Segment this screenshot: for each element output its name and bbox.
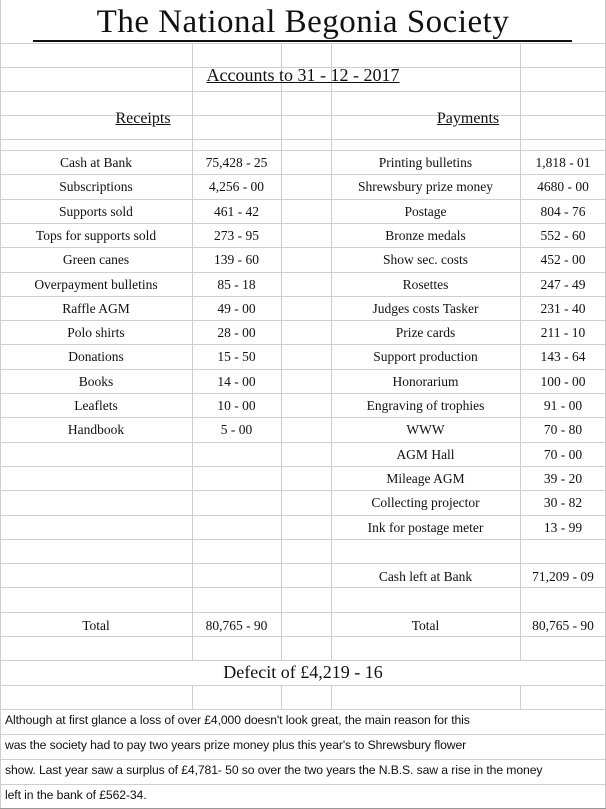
payment-item: Engraving of trophies xyxy=(366,398,485,413)
receipt-item: Books xyxy=(78,373,114,389)
receipt-amount: 139 - 60 xyxy=(214,252,259,268)
payments-header: Payments xyxy=(436,110,500,127)
payment-amount: 30 - 82 xyxy=(543,495,583,511)
receipt-item: Donations xyxy=(68,349,124,365)
cash-left-label: Cash left at Bank xyxy=(378,569,473,584)
payment-item: Printing bulletins xyxy=(378,155,473,170)
payment-item: Show sec. costs xyxy=(382,252,469,268)
payment-item: Mileage AGM xyxy=(386,470,465,486)
receipt-item: Green canes xyxy=(62,252,130,268)
payment-item: AGM Hall xyxy=(396,446,455,462)
payments-total-amount: 80,765 - 90 xyxy=(532,618,594,633)
note-line-2: was the society had to pay two years prize money plus this year's to Shrewsbury flower xyxy=(5,738,467,752)
payment-item: Bronze medals xyxy=(385,227,466,243)
cash-left-amount: 71,209 - 09 xyxy=(532,569,594,584)
payment-item: Prize cards xyxy=(395,325,456,341)
note-line-1: Although at first glance a loss of over £4,000 doesn't look great, the main reason for this xyxy=(5,713,470,727)
receipt-amount: 5 - 00 xyxy=(220,422,253,438)
receipt-amount: 85 - 18 xyxy=(217,276,256,292)
payment-item: Rosettes xyxy=(402,276,449,292)
receipts-total-amount: 80,765 - 90 xyxy=(205,618,268,633)
receipt-item: Supports sold xyxy=(59,203,133,219)
payment-item: Ink for postage meter xyxy=(367,519,484,535)
receipt-item: Raffle AGM xyxy=(62,300,130,316)
society-title: The National Begonia Society xyxy=(96,4,510,40)
receipt-amount: 4,256 - 00 xyxy=(208,179,265,195)
payment-amount: 70 - 80 xyxy=(543,422,583,438)
receipt-amount: 10 - 00 xyxy=(217,398,256,413)
deficit-line: Defecit of £4,219 - 16 xyxy=(223,662,383,682)
payment-item: Collecting projector xyxy=(371,495,480,511)
receipt-item: Tops for supports sold xyxy=(35,227,157,243)
receipt-amount: 49 - 00 xyxy=(217,300,256,316)
receipt-amount: 28 - 00 xyxy=(217,325,256,341)
payment-amount: 4680 - 00 xyxy=(537,179,589,195)
receipt-item: Cash at Bank xyxy=(60,155,132,170)
receipt-item: Handbook xyxy=(67,422,125,438)
payment-amount: 143 - 64 xyxy=(540,349,586,365)
title-underline xyxy=(33,40,572,42)
payment-amount: 231 - 40 xyxy=(540,300,586,316)
receipts-total-label: Total xyxy=(82,618,110,633)
receipt-amount: 461 - 42 xyxy=(214,203,259,219)
payment-item: Postage xyxy=(404,203,447,219)
receipt-item: Overpayment bulletins xyxy=(34,276,158,292)
payment-item: Support production xyxy=(373,349,478,365)
payment-amount: 804 - 76 xyxy=(540,203,586,219)
receipt-item: Polo shirts xyxy=(67,325,125,341)
accounts-period: Accounts to 31 - 12 - 2017 xyxy=(206,65,400,85)
payment-item: Shrewsbury prize money xyxy=(358,179,493,195)
receipts-header: Receipts xyxy=(115,110,171,127)
note-line-3: show. Last year saw a surplus of £4,781- 50 so over the two years the N.B.S. saw a rise in the money xyxy=(5,763,543,777)
payment-amount: 100 - 00 xyxy=(540,373,586,389)
payment-item: WWW xyxy=(406,422,445,438)
receipt-item: Subscriptions xyxy=(59,179,133,195)
payment-amount: 247 - 49 xyxy=(540,276,586,292)
payment-amount: 91 - 00 xyxy=(543,398,583,413)
payment-amount: 39 - 20 xyxy=(543,470,583,486)
note-line-4: left in the bank of £562-34. xyxy=(5,788,147,802)
receipt-amount: 14 - 00 xyxy=(217,373,256,389)
payment-amount: 70 - 00 xyxy=(543,446,583,462)
payment-amount: 552 - 60 xyxy=(540,227,586,243)
payment-item: Judges costs Tasker xyxy=(372,300,479,316)
payment-amount: 211 - 10 xyxy=(540,325,586,341)
payment-amount: 452 - 00 xyxy=(540,252,586,268)
payment-item: Honorarium xyxy=(392,373,459,389)
payment-amount: 1,818 - 01 xyxy=(535,155,591,170)
receipt-amount: 15 - 50 xyxy=(217,349,256,365)
payment-amount: 13 - 99 xyxy=(543,519,583,535)
receipt-amount: 75,428 - 25 xyxy=(205,155,268,170)
receipt-item: Leaflets xyxy=(74,398,118,413)
payments-total-label: Total xyxy=(411,618,440,633)
receipt-amount: 273 - 95 xyxy=(214,227,259,243)
